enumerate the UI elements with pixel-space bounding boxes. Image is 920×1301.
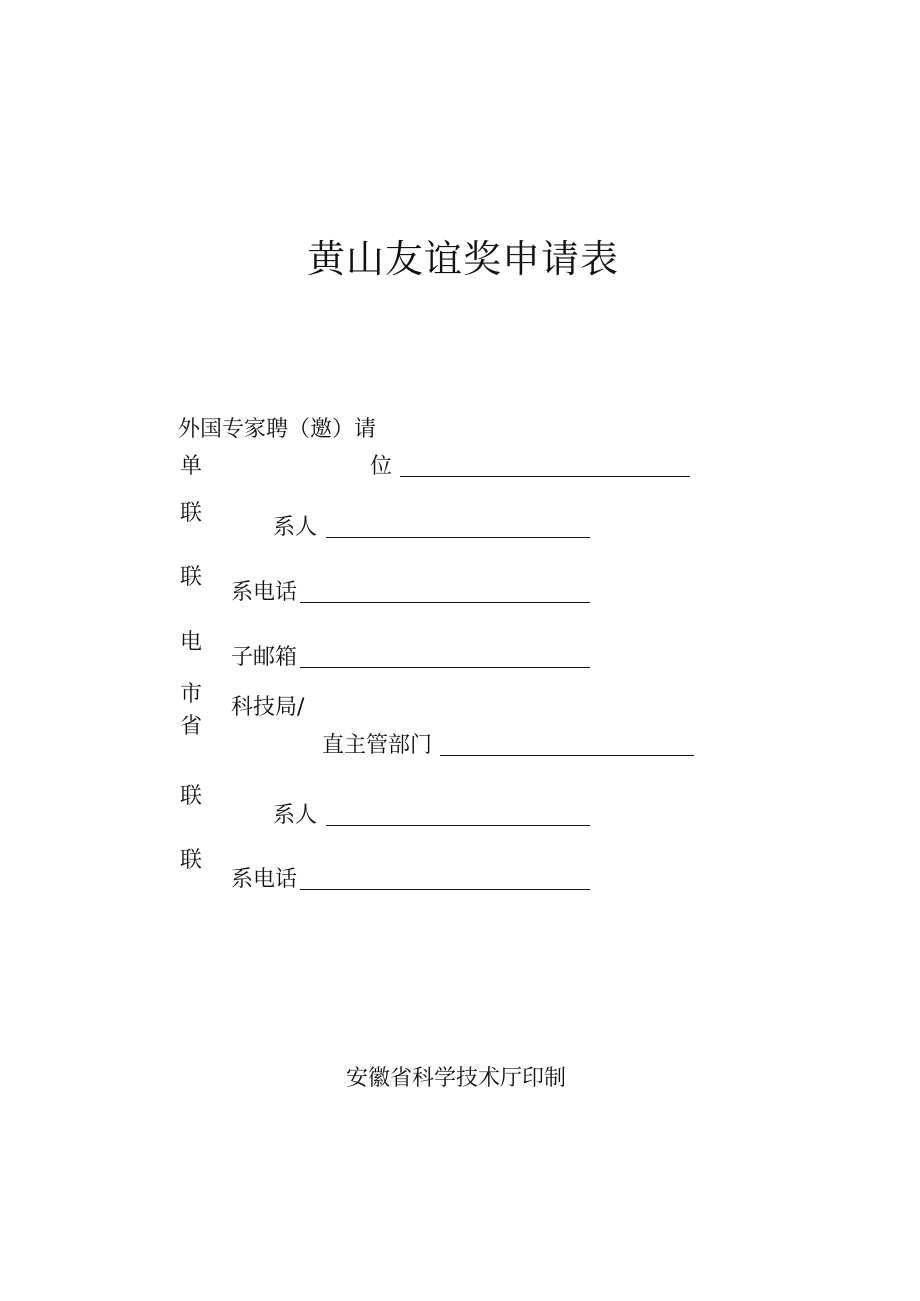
email-field[interactable]: [300, 667, 590, 668]
dept-field[interactable]: [440, 755, 694, 756]
dept-label-right-1: 科技局/: [231, 695, 305, 720]
employer-label-line1: 外国专家聘（邀）请: [178, 417, 377, 442]
email-label-left: 电: [180, 630, 203, 655]
contact2-label-right: 系人: [273, 803, 318, 828]
email-label-right: 子邮箱: [231, 645, 298, 670]
phone2-label-right: 系电话: [231, 867, 298, 892]
document-title: 黄山友谊奖申请表: [307, 237, 620, 281]
phone2-field[interactable]: [300, 889, 590, 890]
employer-label-left: 单: [180, 454, 203, 479]
contact2-field[interactable]: [326, 825, 590, 826]
employer-label-right: 位: [370, 454, 393, 479]
phone1-label-left: 联: [180, 565, 203, 590]
contact1-field[interactable]: [326, 537, 590, 538]
dept-label-right-2: 直主管部门: [322, 733, 433, 758]
dept-label-left-2: 省: [180, 714, 203, 739]
contact1-label-right: 系人: [273, 515, 318, 540]
phone1-field[interactable]: [300, 602, 590, 603]
phone1-label-right: 系电话: [231, 580, 298, 605]
employer-field[interactable]: [400, 476, 690, 477]
footer-issuer: 安徽省科学技术厅印制: [346, 1066, 567, 1091]
dept-label-left-1: 市: [180, 682, 203, 707]
contact2-label-left: 联: [180, 784, 203, 809]
phone2-label-left: 联: [180, 848, 203, 873]
contact1-label-left: 联: [180, 501, 203, 526]
